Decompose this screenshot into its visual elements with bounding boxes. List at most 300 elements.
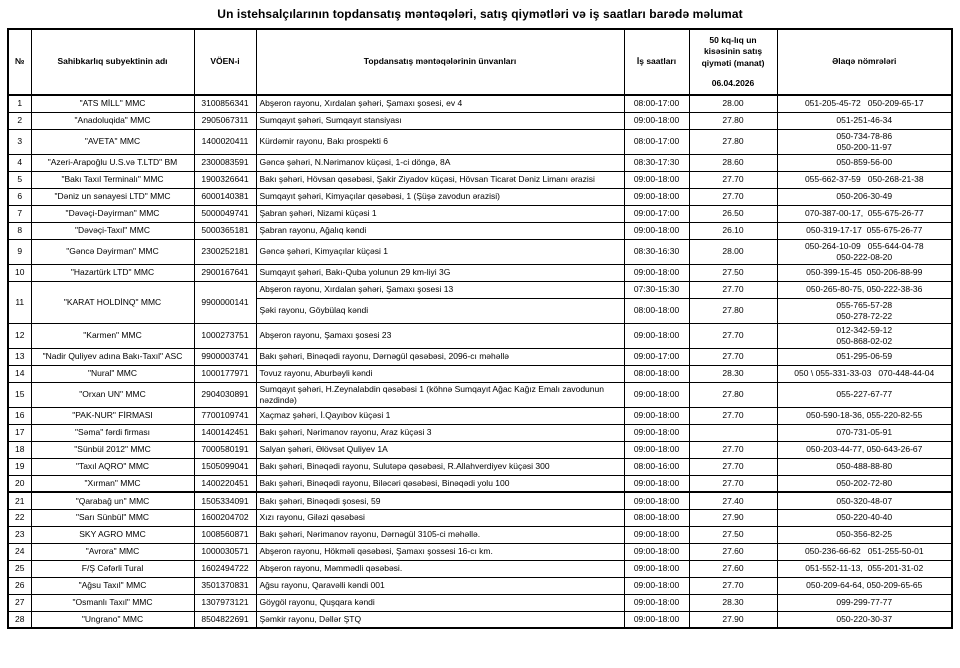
cell-voen: 1307973121 (194, 594, 256, 611)
cell-address (256, 264, 624, 281)
table-row (8, 239, 952, 264)
cell-address (256, 281, 624, 298)
cell-name: "AVETA" MMC (31, 129, 194, 154)
address-text: Salyan şəhəri, Əlövsət Quliyev 1A (259, 444, 388, 455)
cell-price (689, 577, 777, 594)
cell-price (689, 543, 777, 560)
price-text: 27.70 (722, 461, 744, 472)
cell-price (689, 611, 777, 628)
hours-text: 08:00-16:00 (633, 461, 680, 472)
phone-number: 070-387-00-17, 055-675-26-77 (804, 208, 924, 219)
cell-price (689, 594, 777, 611)
hours-text: 09:00-18:00 (633, 563, 680, 574)
address-text: Bakı şəhəri, Hövsan qəsəbəsi, Şakir Ziyadov küçəsi, Hövsan Ticarət Dəniz Limanı ərazisi (259, 174, 595, 185)
header-no: № (8, 29, 31, 95)
cell-address (256, 509, 624, 526)
cell-address (256, 205, 624, 222)
table-row (8, 382, 952, 407)
cell-name: "Səma" fərdi firması (31, 424, 194, 441)
cell-name: "Hazartürk LTD" MMC (31, 264, 194, 281)
cell-address (256, 298, 624, 323)
cell-contacts (777, 95, 952, 112)
phone-number: 050-200-11-97 (836, 141, 892, 152)
table-row (8, 264, 952, 281)
table-row (8, 594, 952, 611)
hours-text: 09:00-18:00 (633, 267, 680, 278)
cell-contacts (777, 458, 952, 475)
phone-number: 055-765-57-28 (836, 299, 893, 310)
cell-hours (624, 543, 689, 560)
phone-number: 070-731-05-91 (836, 427, 893, 438)
cell-voen: 9900003741 (194, 348, 256, 365)
cell-voen: 1900326641 (194, 171, 256, 188)
cell-price (689, 95, 777, 112)
price-text: 28.60 (722, 157, 744, 168)
cell-hours (624, 365, 689, 382)
hours-text: 09:00-18:00 (633, 614, 680, 625)
phone-number: 050-278-72-22 (836, 310, 893, 321)
address-text: Sumqayıt şəhəri, H.Zeynalabdin qəsəbəsi 1 (köhnə Sumqayıt Ağac Kağız Emalı zavodunun nəzdində) (259, 383, 607, 405)
hours-text: 09:00-17:00 (633, 208, 680, 219)
table-row (8, 424, 952, 441)
price-text: 27.40 (722, 495, 744, 506)
cell-contacts (777, 543, 952, 560)
cell-address (256, 475, 624, 492)
phone-number: 050-265-80-75, 050-222-38-36 (806, 284, 923, 295)
cell-no: 18 (8, 441, 31, 458)
cell-name: "Dəniz un sənayesi LTD" MMC (31, 188, 194, 205)
cell-contacts (777, 205, 952, 222)
cell-contacts (777, 526, 952, 543)
cell-price (689, 323, 777, 348)
cell-name: "Dəvəçi-Taxıl" MMC (31, 222, 194, 239)
cell-voen: 1000273751 (194, 323, 256, 348)
cell-address (256, 323, 624, 348)
cell-hours (624, 594, 689, 611)
cell-address (256, 154, 624, 171)
cell-no: 9 (8, 239, 31, 264)
header-voen: VÖEN-i (194, 29, 256, 95)
phone-number: 050-320-48-07 (836, 495, 893, 506)
phone-number: 051-251-46-34 (836, 114, 893, 125)
address-text: Abşeron rayonu, Hökməli qəsəbəsi, Şamaxı şossesi 16-cı km. (259, 546, 493, 557)
hours-text: 09:00-18:00 (633, 580, 680, 591)
cell-voen: 1400220451 (194, 475, 256, 492)
address-text: Bakı şəhəri, Nərimanov rayonu, Dərnəgül 3105-ci məhəllə. (259, 529, 481, 540)
cell-no: 3 (8, 129, 31, 154)
cell-voen: 1400020411 (194, 129, 256, 154)
cell-hours (624, 475, 689, 492)
cell-address (256, 526, 624, 543)
cell-price (689, 407, 777, 424)
address-text: Sumqayıt şəhəri, Kimyaçılar qəsəbəsi, 1 (Şüşə zavodun ərazisi) (259, 191, 500, 202)
hours-text: 08:00-17:00 (633, 136, 680, 147)
cell-no: 25 (8, 560, 31, 577)
price-text: 28.30 (722, 368, 744, 379)
cell-name: "Nural" MMC (31, 365, 194, 382)
cell-contacts (777, 154, 952, 171)
price-text: 27.70 (722, 580, 744, 591)
price-text: 27.80 (722, 114, 744, 125)
hours-text: 09:00-18:00 (633, 597, 680, 608)
cell-name: "Taxıl AQRO" MMC (31, 458, 194, 475)
phone-number: 050-399-15-45 050-206-88-99 (806, 267, 923, 278)
cell-voen: 3100856341 (194, 95, 256, 112)
table-row (8, 475, 952, 492)
cell-address (256, 382, 624, 407)
table-row (8, 560, 952, 577)
phone-number: 050-356-82-25 (836, 529, 893, 540)
cell-voen: 2300252181 (194, 239, 256, 264)
header-contacts: Əlaqə nömrələri (777, 29, 952, 95)
cell-hours (624, 560, 689, 577)
cell-address (256, 407, 624, 424)
cell-hours (624, 526, 689, 543)
hours-text: 07:30-15:30 (633, 284, 680, 295)
table-row (8, 95, 952, 112)
cell-hours (624, 188, 689, 205)
cell-price (689, 264, 777, 281)
cell-address (256, 611, 624, 628)
table-row (8, 441, 952, 458)
cell-no: 20 (8, 475, 31, 492)
cell-contacts (777, 323, 952, 348)
cell-price (689, 441, 777, 458)
phone-number: 050-590-18-36, 055-220-82-55 (806, 410, 923, 421)
price-text: 27.80 (722, 389, 744, 400)
address-text: Sumqayıt şəhəri, Sumqayıt stansiyası (259, 114, 402, 125)
table-row (8, 458, 952, 475)
hours-text: 09:00-18:00 (633, 330, 680, 341)
cell-name: "Qarabağ un" MMC (31, 492, 194, 509)
cell-voen: 1000030571 (194, 543, 256, 560)
price-text: 27.50 (722, 529, 744, 540)
cell-price (689, 509, 777, 526)
cell-name: "Xırman" MMC (31, 475, 194, 492)
cell-voen: 2900167641 (194, 264, 256, 281)
cell-contacts (777, 611, 952, 628)
price-text: 27.70 (722, 351, 744, 362)
hours-text: 08:00-17:00 (633, 98, 680, 109)
header-name: Sahibkarlıq subyektinin adı (31, 29, 194, 95)
address-text: Abşeron rayonu, Şamaxı şosesi 23 (259, 330, 392, 341)
cell-contacts (777, 239, 952, 264)
cell-address (256, 365, 624, 382)
cell-hours (624, 492, 689, 509)
price-text: 27.60 (722, 563, 744, 574)
address-text: Şəmkir rayonu, Dəllər ŞTQ (259, 614, 362, 625)
phone-number: 050-488-88-80 (836, 461, 893, 472)
phone-number: 012-342-59-12 (836, 324, 893, 335)
cell-voen: 5000049741 (194, 205, 256, 222)
cell-name: "Karmen" MMC (31, 323, 194, 348)
cell-contacts (777, 264, 952, 281)
phone-number: 050-264-10-09 055-644-04-78 (804, 240, 924, 251)
cell-no: 21 (8, 492, 31, 509)
hours-text: 09:00-18:00 (633, 410, 680, 421)
hours-text: 08:00-18:00 (633, 512, 680, 523)
cell-hours (624, 129, 689, 154)
cell-price (689, 526, 777, 543)
cell-no: 10 (8, 264, 31, 281)
cell-name: "Osmanlı Taxıl" MMC (31, 594, 194, 611)
phone-number: 055-227-67-77 (836, 389, 893, 400)
cell-voen: 1602494722 (194, 560, 256, 577)
cell-voen: 2300083591 (194, 154, 256, 171)
cell-no: 13 (8, 348, 31, 365)
cell-hours (624, 222, 689, 239)
price-text: 27.60 (722, 546, 744, 557)
cell-contacts (777, 509, 952, 526)
cell-contacts (777, 281, 952, 298)
cell-address (256, 492, 624, 509)
cell-no: 8 (8, 222, 31, 239)
cell-address (256, 424, 624, 441)
cell-no: 11 (8, 281, 31, 323)
cell-price (689, 205, 777, 222)
phone-number: 050-220-40-40 (836, 512, 893, 523)
cell-hours (624, 298, 689, 323)
cell-name: "Bakı Taxıl Terminalı" MMC (31, 171, 194, 188)
cell-price (689, 239, 777, 264)
cell-voen: 2904030891 (194, 382, 256, 407)
phone-number: 050-220-30-37 (836, 614, 893, 625)
cell-name: "Avrora" MMC (31, 543, 194, 560)
cell-price (689, 560, 777, 577)
phone-number: 055-662-37-59 050-268-21-38 (804, 174, 924, 185)
table-row (8, 577, 952, 594)
hours-text: 09:00-18:00 (633, 529, 680, 540)
header-price-label: 50 kq-lıq un kisəsinin satış qiyməti (manat) (701, 35, 765, 68)
cell-voen: 6000140381 (194, 188, 256, 205)
cell-hours (624, 264, 689, 281)
price-text: 26.10 (722, 225, 744, 236)
cell-contacts (777, 382, 952, 407)
table-row (8, 281, 952, 298)
cell-voen: 1000177971 (194, 365, 256, 382)
cell-address (256, 129, 624, 154)
price-text: 27.80 (722, 136, 744, 147)
header-row (8, 29, 952, 95)
cell-voen: 3501370831 (194, 577, 256, 594)
cell-address (256, 239, 624, 264)
address-text: Şabran rayonu, Ağalıq kəndi (259, 225, 367, 236)
table-row (8, 129, 952, 154)
table-header (8, 29, 952, 95)
table-row (8, 509, 952, 526)
address-text: Gəncə şəhəri, N.Nərimanov küçəsi, 1-ci döngə, 8A (259, 157, 451, 168)
table-body (8, 95, 952, 628)
cell-no: 6 (8, 188, 31, 205)
address-text: Ağsu rayonu, Qaravəlli kəndi 001 (259, 580, 385, 591)
cell-address (256, 171, 624, 188)
address-text: Abşeron rayonu, Xırdalan şəhəri, Şamaxı şosesi, ev 4 (259, 98, 463, 109)
cell-hours (624, 577, 689, 594)
phone-number: 050 \ 055-331-33-03 070-448-44-04 (794, 368, 935, 379)
address-text: Şabran şəhəri, Nizami küçəsi 1 (259, 208, 377, 219)
cell-name: "Anadoluqida" MMC (31, 112, 194, 129)
cell-name: F/Ş Cəfərli Tural (31, 560, 194, 577)
cell-no: 4 (8, 154, 31, 171)
cell-hours (624, 509, 689, 526)
phone-number: 051-205-45-72 050-209-65-17 (804, 98, 924, 109)
phone-number: 050-868-02-02 (836, 335, 893, 346)
cell-name: "Gəncə Dəyirman" MMC (31, 239, 194, 264)
cell-no: 2 (8, 112, 31, 129)
cell-name: SKY AGRO MMC (31, 526, 194, 543)
cell-hours (624, 441, 689, 458)
price-text: 27.80 (722, 305, 744, 316)
cell-name: "Azeri-Arapoğlu U.S.və T.LTD" BM (31, 154, 194, 171)
cell-no: 17 (8, 424, 31, 441)
cell-no: 23 (8, 526, 31, 543)
cell-voen: 1400142451 (194, 424, 256, 441)
cell-no: 28 (8, 611, 31, 628)
cell-address (256, 188, 624, 205)
address-text: Kürdəmir rayonu, Bakı prospekti 6 (259, 136, 389, 147)
cell-price (689, 365, 777, 382)
cell-hours (624, 205, 689, 222)
price-text: 27.70 (722, 284, 744, 295)
hours-text: 09:00-18:00 (633, 444, 680, 455)
cell-contacts (777, 475, 952, 492)
cell-contacts (777, 129, 952, 154)
price-text: 27.70 (722, 330, 744, 341)
cell-contacts (777, 594, 952, 611)
cell-hours (624, 95, 689, 112)
phone-number: 050-203-44-77, 050-643-26-67 (806, 444, 923, 455)
cell-address (256, 458, 624, 475)
table-row (8, 407, 952, 424)
cell-voen: 1008560871 (194, 526, 256, 543)
table-row (8, 365, 952, 382)
phone-number: 099-299-77-77 (836, 597, 893, 608)
phone-number: 050-222-08-20 (836, 251, 893, 262)
price-text: 28.00 (722, 246, 744, 257)
address-text: Bakı şəhəri, Binəqədi rayonu, Sulutəpə qəsəbəsi, R.Allahverdiyev küçəsi 300 (259, 461, 550, 472)
hours-text: 09:00-18:00 (633, 427, 680, 438)
cell-address (256, 594, 624, 611)
hours-text: 08:30-17:30 (633, 157, 680, 168)
cell-no: 27 (8, 594, 31, 611)
address-text: Abşeron rayonu, Məmmədli qəsəbəsi. (259, 563, 403, 574)
header-price (689, 29, 777, 95)
phone-number: 050-734-78-86 (836, 130, 893, 141)
table-row (8, 205, 952, 222)
cell-no: 15 (8, 382, 31, 407)
cell-contacts (777, 441, 952, 458)
cell-price (689, 298, 777, 323)
hours-text: 09:00-18:00 (633, 389, 680, 400)
header-hours: İş saatları (624, 29, 689, 95)
table-row (8, 154, 952, 171)
cell-price (689, 475, 777, 492)
table-row (8, 526, 952, 543)
cell-name: "ATS MİLL" MMC (31, 95, 194, 112)
table-row (8, 171, 952, 188)
cell-contacts (777, 424, 952, 441)
cell-hours (624, 382, 689, 407)
cell-address (256, 560, 624, 577)
address-text: Bakı şəhəri, Nərimanov rayonu, Araz küçəsi 3 (259, 427, 432, 438)
cell-contacts (777, 222, 952, 239)
cell-contacts (777, 560, 952, 577)
cell-price (689, 458, 777, 475)
cell-price (689, 129, 777, 154)
cell-hours (624, 407, 689, 424)
cell-price (689, 112, 777, 129)
cell-contacts (777, 365, 952, 382)
cell-name: "Nadir Quliyev adına Bakı-Taxıl" ASC (31, 348, 194, 365)
cell-voen: 9900000141 (194, 281, 256, 323)
cell-hours (624, 611, 689, 628)
wholesale-points-table (7, 28, 953, 629)
hours-text: 09:00-18:00 (633, 225, 680, 236)
table-row (8, 112, 952, 129)
hours-text: 09:00-18:00 (633, 174, 680, 185)
cell-contacts (777, 188, 952, 205)
cell-name: "PAK-NUR" FİRMASI (31, 407, 194, 424)
address-text: Şəki rayonu, Göybülaq kəndi (259, 305, 369, 316)
cell-hours (624, 239, 689, 264)
cell-no: 1 (8, 95, 31, 112)
phone-number: 050-209-64-64, 050-209-65-65 (806, 580, 923, 591)
cell-hours (624, 348, 689, 365)
hours-text: 08:00-18:00 (633, 305, 680, 316)
address-text: Abşeron rayonu, Xırdalan şəhəri, Şamaxı şosesi 13 (259, 284, 454, 295)
cell-no: 14 (8, 365, 31, 382)
cell-contacts (777, 348, 952, 365)
cell-hours (624, 171, 689, 188)
address-text: Göygöl rayonu, Quşqara kəndi (259, 597, 375, 608)
cell-voen: 7700109741 (194, 407, 256, 424)
phone-number: 050-202-72-80 (836, 478, 893, 489)
cell-address (256, 222, 624, 239)
cell-voen: 1505334091 (194, 492, 256, 509)
cell-price (689, 188, 777, 205)
phone-number: 050-236-66-62 051-255-50-01 (804, 546, 924, 557)
cell-voen: 2905067311 (194, 112, 256, 129)
phone-number: 051-552-11-13, 055-201-31-02 (805, 563, 924, 574)
hours-text: 09:00-18:00 (633, 495, 680, 506)
cell-hours (624, 281, 689, 298)
phone-number: 050-859-56-00 (836, 157, 893, 168)
cell-name: "KARAT HOLDİNQ" MMC (31, 281, 194, 323)
address-text: Sumqayıt şəhəri, Bakı-Quba yolunun 29 km-liyi 3G (259, 267, 451, 278)
cell-voen: 8504822691 (194, 611, 256, 628)
address-text: Xızı rayonu, Giləzi qəsəbəsi (259, 512, 365, 523)
price-text: 28.30 (722, 597, 744, 608)
cell-no: 16 (8, 407, 31, 424)
address-text: Tovuz rayonu, Aburbəyli kəndi (259, 368, 373, 379)
phone-number: 050-319-17-17 055-675-26-77 (806, 225, 923, 236)
hours-text: 09:00-18:00 (633, 191, 680, 202)
header-price-date: 06.04.2026 (711, 77, 755, 88)
cell-hours (624, 112, 689, 129)
cell-voen: 1505099041 (194, 458, 256, 475)
cell-name: "Sarı Sünbül" MMC (31, 509, 194, 526)
cell-contacts (777, 577, 952, 594)
cell-name: "Orxan UN" MMC (31, 382, 194, 407)
table-row (8, 323, 952, 348)
hours-text: 08:30-16:30 (633, 246, 680, 257)
price-text: 27.90 (722, 614, 744, 625)
hours-text: 08:00-18:00 (633, 368, 680, 379)
cell-price (689, 348, 777, 365)
cell-contacts (777, 298, 952, 323)
cell-contacts (777, 112, 952, 129)
cell-price (689, 382, 777, 407)
